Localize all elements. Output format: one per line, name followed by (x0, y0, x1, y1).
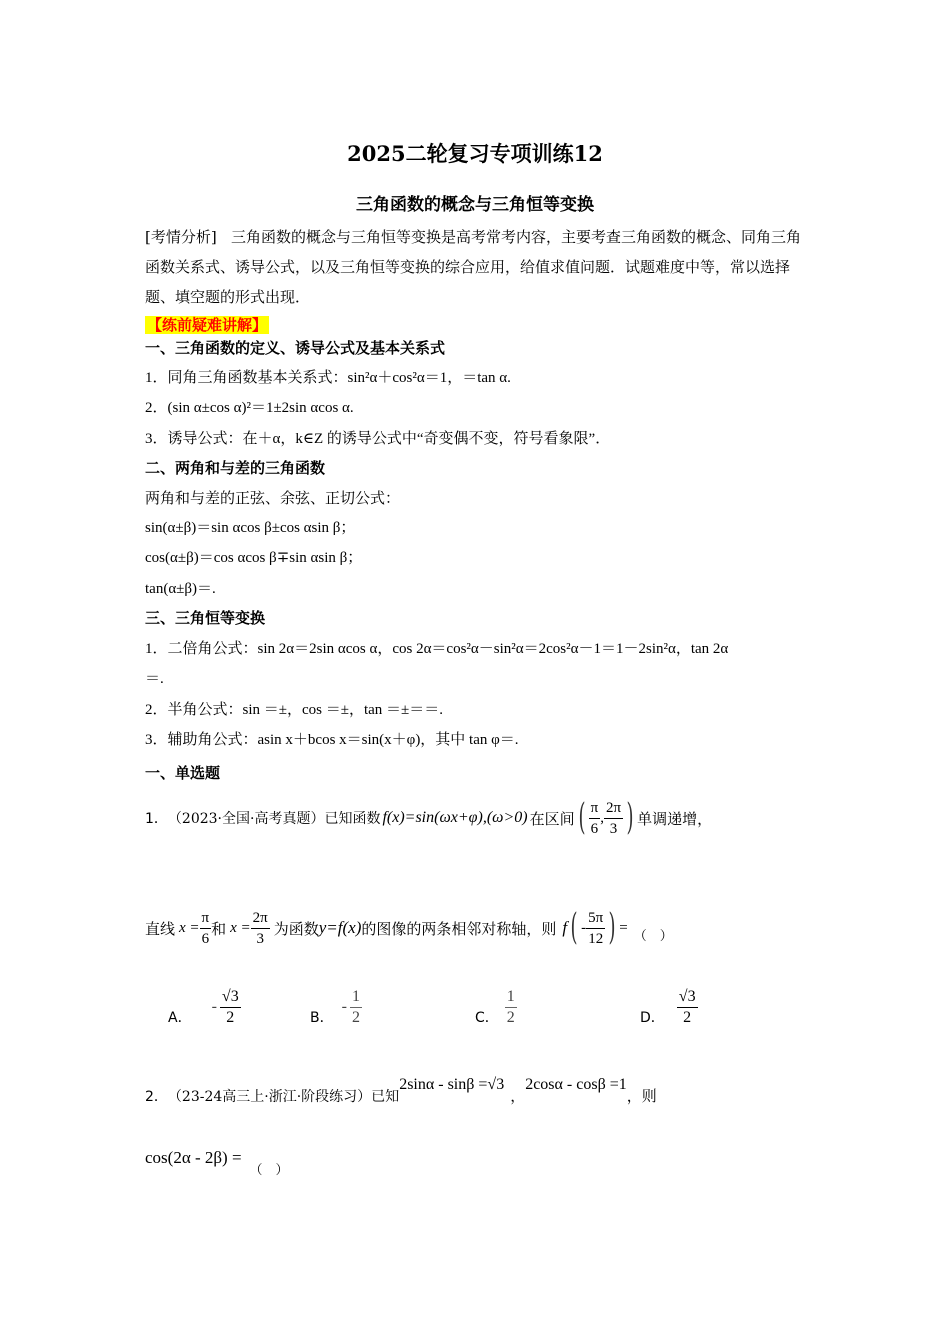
question-2-expression: cos(2α - 2β) = (145, 1148, 242, 1167)
question-1-source: （2023·全国·高考真题）已知函数 (167, 811, 381, 827)
x2-fraction: $\frac{2\pi}{3}$ (252, 909, 268, 947)
question-2-source: （23-24高三上·浙江·阶段练习）已知 (167, 1089, 400, 1105)
interval-start-fraction: $\frac{\pi}{6}$ (590, 799, 599, 837)
section2-item-3: tan(α±β)＝. (145, 581, 216, 597)
and-text: 和 (211, 919, 227, 938)
section1-item-3: 3．诱导公式：在＋α，k∈Z 的诱导公式中“奇变偶不变，符号看象限”． (145, 431, 611, 447)
section3-item-1-line2: ＝. (145, 671, 164, 687)
line-label: 直线 (145, 919, 176, 938)
section2-heading: 二、两角和与差的三角函数 (145, 459, 326, 477)
option-d-fraction: $\frac{√3}{2}$ (678, 987, 696, 1026)
option-d-label: D． (640, 1010, 665, 1026)
option-b-sign: - (341, 998, 347, 1015)
analysis-text: 三角函数的概念与三角恒等变换是高考常考内容，主要考查三角函数的概念、同角三角函数关系式、诱导公式，以及三角恒等变换的综合应用，给值求值问题．试题难度中等，常以选择题、填空题的形式出现． (145, 228, 802, 306)
y-equals-f-x: y=f(x) (318, 918, 362, 937)
option-a-label: A． (168, 1010, 192, 1026)
section2-intro: 两角和与差的正弦、余弦、正切公式： (145, 489, 401, 507)
question-2-answer-blank: （ ） (249, 1162, 289, 1178)
comma: , (600, 809, 604, 826)
section3-item-3: 3．辅助角公式：asin x＋bcos x＝sin(x＋φ)，其中 tan φ＝. (145, 732, 519, 748)
section1-item-2: 2．(sin α±cos α)²＝1±2sin αcos α. (145, 400, 354, 416)
minus-sign: - (581, 919, 587, 936)
option-a-fraction: $\frac{√3}{2}$ (221, 987, 239, 1026)
page-subtitle: 三角函数的概念与三角恒等变换 (356, 195, 594, 215)
function-text: 为函数 (273, 919, 319, 938)
page-title: 2025二轮复习专项训练12 (347, 141, 603, 166)
question-1-function: f(x)=sin(ωx+φ),(ω>0) (382, 809, 528, 826)
symmetry-axis-text: 的图像的两条相邻对称轴，则 (361, 919, 557, 938)
option-a-sign: - (211, 998, 217, 1015)
analysis-label: [考情分析] (145, 228, 217, 246)
left-paren: ( (570, 907, 578, 948)
question-1-number: 1． (145, 811, 168, 827)
analysis-paragraph (145, 222, 810, 312)
section3-item-2: 2．半角公式：sin ＝±，cos ＝±，tan ＝±＝＝. (145, 702, 444, 718)
question-2-expression-row (145, 1140, 289, 1176)
question-2-number: 2． (145, 1089, 168, 1105)
option-d[interactable] (640, 982, 698, 1032)
question-2-comma: ， (510, 1087, 526, 1105)
x2-lhs: x = (230, 919, 251, 936)
answer-blank: （ ） (633, 928, 673, 944)
question-2-stem (145, 1066, 657, 1106)
option-c-fraction: $\frac{1}{2}$ (506, 987, 515, 1026)
question-2-equation-1: 2sinα - sinβ =√3 (399, 1076, 505, 1093)
x1-fraction: $\frac{\pi}{6}$ (201, 909, 210, 947)
f-symbol: f (562, 918, 568, 937)
right-paren: ) (626, 797, 634, 838)
right-paren: ) (608, 907, 616, 948)
option-b-label: B． (310, 1010, 334, 1026)
question-1-condition (145, 893, 673, 963)
option-c[interactable] (475, 982, 517, 1032)
mcq-heading: 一、单选题 (145, 764, 221, 782)
section3-item-1-line1: 1．二倍角公式：sin 2α＝2sin αcos α，cos 2α＝cos²α－sin²α＝2cos²α－1＝1－2sin²α，tan 2α (145, 641, 729, 657)
option-c-label: C． (475, 1010, 499, 1026)
question-2-then: ，则 (626, 1087, 657, 1105)
question-2-equation-2: 2cosα - cosβ =1 (525, 1076, 627, 1093)
query-fraction: $\frac{5\pi}{12}$ (588, 909, 604, 947)
question-1-interval-label: 在区间 (529, 809, 575, 828)
question-1-stem (145, 783, 712, 853)
option-b-fraction: $\frac{1}{2}$ (351, 987, 360, 1026)
highlight-row (145, 314, 269, 335)
question-1-monotonic-text: 单调递增， (637, 809, 713, 828)
section1-item-1: 1．同角三角函数基本关系式：sin²α＋cos²α＝1，＝tan α. (145, 370, 511, 386)
option-b[interactable] (310, 982, 362, 1032)
interval-end-fraction: $\frac{2\pi}{3}$ (605, 799, 622, 837)
section1-heading: 一、三角函数的定义、诱导公式及基本关系式 (145, 339, 446, 357)
section3-heading: 三、三角恒等变换 (145, 609, 266, 627)
equals-sign: = (619, 919, 628, 936)
x1-lhs: x = (179, 919, 200, 936)
highlight-label: 【练前疑难讲解】 (147, 316, 268, 334)
left-paren: ( (578, 797, 586, 838)
section2-item-1: sin(α±β)＝sin αcos β±cos αsin β； (145, 520, 356, 536)
option-a[interactable] (168, 982, 241, 1032)
section2-item-2: cos(α±β)＝cos αcos β∓sin αsin β； (145, 550, 363, 566)
